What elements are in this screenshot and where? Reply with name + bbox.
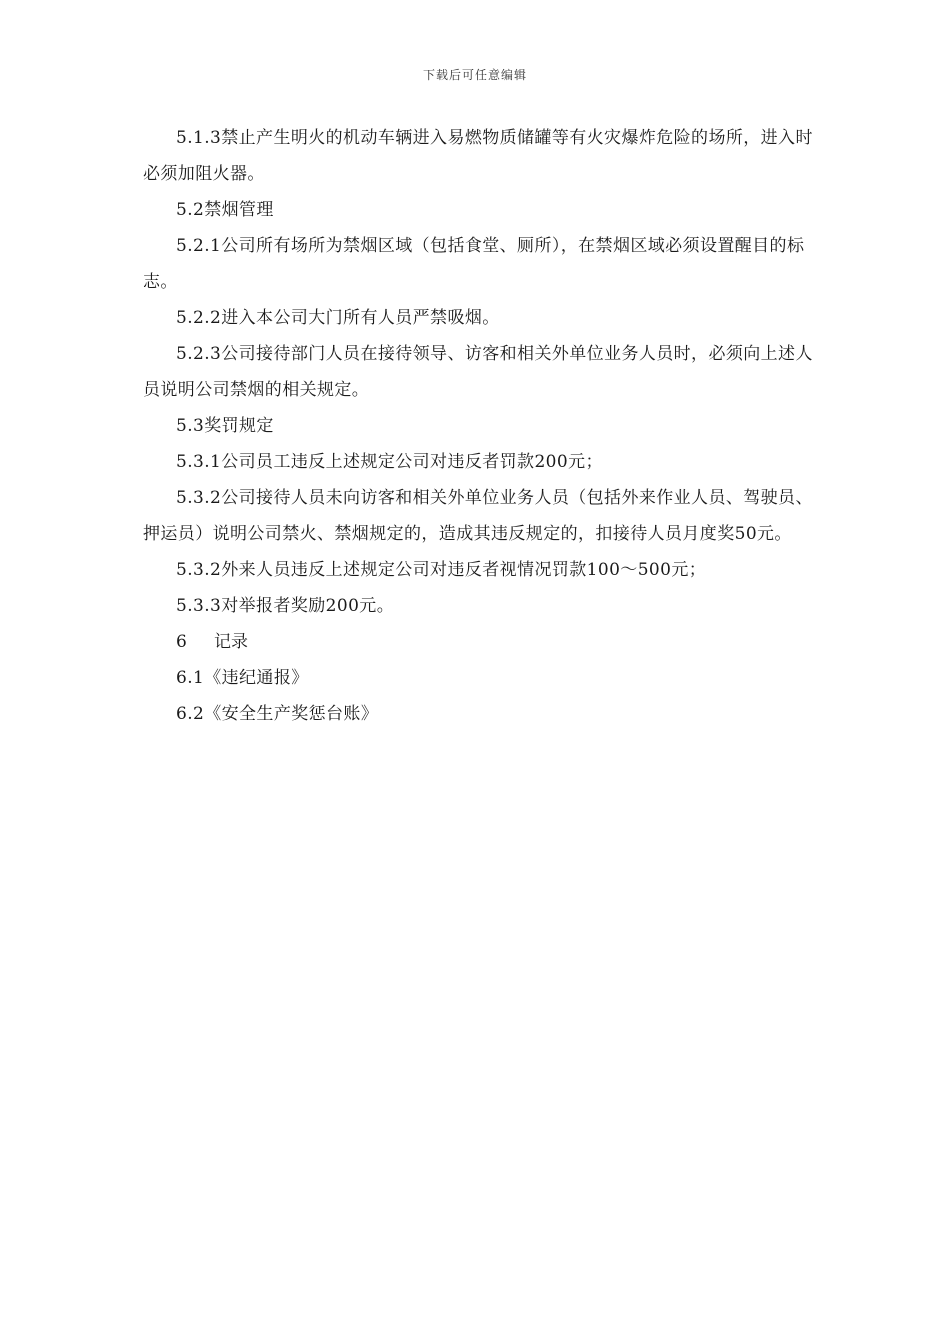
page-header-note: 下载后可任意编辑 xyxy=(422,68,527,82)
document-body xyxy=(143,120,819,732)
clause-5-1-3: 5.1.3禁止产生明火的机动车辆进入易燃物质储罐等有火灾爆炸危险的场所，进入时必须加阻火器。 xyxy=(143,128,813,184)
clause-5-3-3: 5.3.3对举报者奖励200元。 xyxy=(176,596,395,616)
section-6-title: 记录 xyxy=(214,632,248,652)
record-6-2: 6.2《安全生产奖惩台账》 xyxy=(176,704,379,724)
clause-5-2-2: 5.2.2进入本公司大门所有人员严禁吸烟。 xyxy=(176,308,500,328)
section-5-3-title: 5.3奖罚规定 xyxy=(176,416,274,436)
clause-5-2-3: 5.2.3公司接待部门人员在接待领导、访客和相关外单位业务人员时，必须向上述人员说明公司禁烟的相关规定。 xyxy=(143,344,813,400)
section-5-2-title: 5.2禁烟管理 xyxy=(176,200,274,220)
clause-5-3-2-visitors: 5.3.2外来人员违反上述规定公司对违反者视情况罚款100～500元； xyxy=(176,560,707,580)
clause-5-3-1: 5.3.1公司员工违反上述规定公司对违反者罚款200元； xyxy=(176,452,603,472)
section-6-heading xyxy=(143,624,819,660)
clause-5-3-2-staff: 5.3.2公司接待人员未向访客和相关外单位业务人员（包括外来作业人员、驾驶员、押运员）说明公司禁火、禁烟规定的，造成其违反规定的，扣接待人员月度奖50元。 xyxy=(143,488,813,544)
record-6-1: 6.1《违纪通报》 xyxy=(176,668,309,688)
clause-5-2-1: 5.2.1公司所有场所为禁烟区域（包括食堂、厕所），在禁烟区域必须设置醒目的标志。 xyxy=(143,236,805,292)
section-6-number: 6 xyxy=(176,632,187,652)
